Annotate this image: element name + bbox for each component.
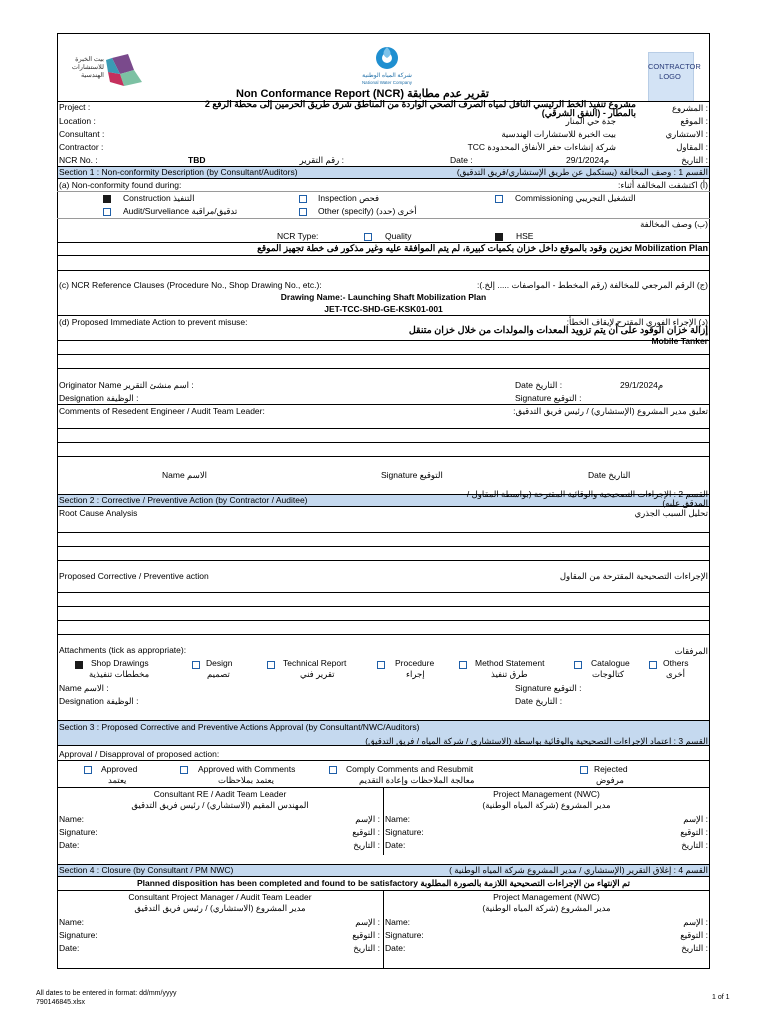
project-label: Project :	[59, 102, 91, 112]
immediate-action-text[interactable]: إزالة خزان الوقود على أن يتم تزويد المعدات والمولدات من خلال خزان متنقل	[408, 325, 708, 336]
s3-left-name-ar: : الإسم	[355, 814, 380, 824]
s4-right-date: Date:	[385, 943, 406, 953]
other-checkbox[interactable]	[299, 208, 307, 216]
originator-signature-label: Signature التوقيع :	[515, 393, 582, 403]
found-during-ar: (أ) اكتشفت المخالفة أثناء:	[618, 180, 708, 190]
technical-report-label: Technical Report	[283, 658, 347, 668]
section2-title-ar: القسم 2 : الإجراءات التصحيحية والوقائية المقترحة (بواسطة المقاول / المدقق عليه)	[466, 489, 708, 509]
s3-right-name: Name:	[385, 814, 411, 824]
contractor-label: Contractor :	[59, 142, 104, 152]
s2-date-label: Date التاريخ :	[515, 696, 563, 706]
s3-right-title: Project Management (NWC)	[493, 789, 600, 799]
nwc-logo-sub: National Water Company	[361, 80, 413, 85]
immediate-action-text2[interactable]: Mobile Tanker	[651, 336, 708, 346]
s4-right-name-ar: : الإسم	[683, 917, 708, 927]
commissioning-label: Commissioning التشغيل التجريبي	[515, 193, 636, 203]
s4-left-signature: Signature:	[59, 930, 98, 940]
approved-comments-label-ar: يعتمد بملاحظات	[218, 775, 274, 785]
s2-designation-label: Designation الوظيفة :	[59, 696, 139, 706]
s4-right-title-ar: مدير المشروع (شركة المياه الوطنية)	[482, 903, 611, 913]
ncr-no-value[interactable]: TBD	[188, 155, 206, 165]
section3-title-ar: القسم 3 : اعتماد الإجراءات التصحيحية والوقائية بواسطة (الاستشاري / شركة المياه / فريق التدقيق)	[365, 736, 708, 746]
re-comments-ar: تعليق مدير المشروع (الإستشاري) / رئيس فريق التدقيق:	[513, 406, 708, 416]
closure-statement: Planned disposition has been completed and found to be satisfactory تم الإنتهاء من الإجراءات التصحيحية اللازمة بالصورة المطلوبة	[136, 878, 631, 888]
s3-left-signature-ar: : التوقيع	[352, 827, 380, 837]
section3-title-en: Section 3 : Proposed Corrective and Preventive Actions Approval (by Consultant/NWC/Auditors)	[59, 722, 420, 732]
page-title: Non Conformance Report (NCR) تقرير عدم مطابقة	[236, 88, 489, 100]
immediate-action-ar: (د) الإجراء الفوري المقترح لإيقاف الخطأ:	[566, 317, 708, 327]
audit-checkbox[interactable]	[103, 208, 111, 216]
sig-date-label: Date التاريخ	[588, 470, 631, 480]
proposed-action-en: Proposed Corrective / Preventive action	[59, 571, 209, 581]
method-statement-label-ar: طرق تنفيذ	[491, 669, 528, 679]
originator-date-label: Date التاريخ :	[515, 380, 563, 390]
ncr-no-label-ar: : رقم التقرير	[299, 155, 344, 165]
attachments-ar: المرفقات	[674, 646, 708, 656]
sig-signature-label: Signature التوقيع	[381, 470, 443, 480]
method-statement-checkbox[interactable]	[459, 661, 467, 669]
section4-title-en: Section 4 : Closure (by Consultant / PM NWC)	[59, 865, 234, 875]
comply-resubmit-label-ar: معالجة الملاحظات وإعادة التقديم	[359, 775, 475, 785]
shop-drawings-label: Shop Drawings	[91, 658, 149, 668]
audit-label: Audit/Surveliance تدقيق/مراقبة	[123, 206, 238, 216]
approved-label-ar: يعتمد	[108, 775, 127, 785]
quality-label: Quality	[385, 231, 412, 241]
s4-right-signature: Signature:	[385, 930, 424, 940]
contractor-label-ar: : المقاول	[676, 142, 708, 152]
others-label: Others	[663, 658, 689, 668]
s3-left-date: Date:	[59, 840, 80, 850]
date-value[interactable]: 29/1/2024م	[566, 155, 610, 165]
s4-left-name-ar: : الإسم	[355, 917, 380, 927]
s3-left-title-ar: المهندس المقيم (الاستشاري) / رئيس فريق التدقيق	[131, 800, 309, 810]
s3-left-signature: Signature:	[59, 827, 98, 837]
comply-resubmit-checkbox[interactable]	[329, 766, 337, 774]
shop-drawings-label-ar: مخططات تنفيذية	[89, 669, 150, 679]
reference-ar: (ج) الرقم المرجعي للمخالفة (رقم المخطط - المواصفات ..... إلخ.):	[476, 280, 708, 290]
project-value[interactable]: مشروع تنفيذ الخط الرئيسي الناقل لمياه الصرف الصحي الواردة من المناطق شرق طريق الحرمين إلى محطة الرفع 2 بالمطار - (النفق الشرقي)	[204, 99, 636, 119]
comply-resubmit-label: Comply Comments and Resubmit	[346, 764, 474, 774]
s4-left-date-ar: : التاريخ	[353, 943, 380, 953]
design-label: Design	[206, 658, 233, 668]
location-value[interactable]: جدة حي المنار	[565, 116, 616, 126]
shop-drawings-checkbox[interactable]	[75, 661, 83, 669]
technical-report-checkbox[interactable]	[267, 661, 275, 669]
s3-right-name-ar: : الإسم	[683, 814, 708, 824]
s3-right-title-ar: مدير المشروع (شركة المياه الوطنية)	[482, 800, 611, 810]
inspection-checkbox[interactable]	[299, 195, 307, 203]
s4-left-title: Consultant Project Manager / Audit Team Leader	[128, 892, 312, 902]
nc-description[interactable]: Mobilization Plan تخزين وقود بالموقع داخل خزان بكميات كبيرة، لم يتم الموافقة عليه وغير مذكور فى خطة تجهيز الموقع	[257, 243, 708, 253]
s4-right-date-ar: : التاريخ	[681, 943, 708, 953]
s4-left-name: Name:	[59, 917, 85, 927]
attachments-en: Attachments (tick as appropriate):	[59, 645, 187, 655]
originator-designation-label: Designation الوظيفة :	[59, 393, 139, 403]
logo-left-text: بيت الخبرة للاستشارات الهندسية	[71, 56, 104, 79]
construction-label: Construction التنفيذ	[123, 193, 195, 203]
footer-note: All dates to be entered in format: dd/mm/yyyy	[36, 990, 177, 997]
section2-title-en: Section 2 : Corrective / Preventive Action (by Contractor / Auditee)	[59, 495, 308, 505]
found-during-en: (a) Non-conformity found during:	[59, 180, 182, 190]
procedure-label-ar: إجراء	[406, 669, 425, 679]
drawing-no[interactable]: JET-TCC-SHD-GE-KSK01-001	[324, 304, 443, 314]
approved-checkbox[interactable]	[84, 766, 92, 774]
section1-title-ar: القسم 1 : وصف المخالفة (يستكمل عن طريق الإستشاري/فريق التدقيق)	[456, 167, 708, 177]
originator-label: Originator Name اسم منشئ التقرير :	[59, 380, 194, 390]
root-cause-en: Root Cause Analysis	[59, 508, 138, 518]
rejected-label: Rejected	[594, 764, 628, 774]
procedure-checkbox[interactable]	[377, 661, 385, 669]
s3-left-title: Consultant RE / Aadit Team Leader	[153, 789, 287, 799]
approved-label: Approved	[101, 764, 138, 774]
others-checkbox[interactable]	[649, 661, 657, 669]
method-statement-label: Method Statement	[475, 658, 545, 668]
other-label: Other (specify) أخرى (حدد)	[318, 206, 417, 216]
s3-right-signature-ar: : التوقيع	[680, 827, 708, 837]
sig-name-label: Name الاسم	[162, 470, 208, 480]
root-cause-ar: تحليل السبب الجذري	[634, 508, 708, 518]
construction-checkbox[interactable]	[103, 195, 111, 203]
approved-comments-label: Approved with Comments	[198, 764, 296, 774]
design-label-ar: تصميم	[207, 669, 230, 679]
approval-label: Approval / Disapproval of proposed action:	[59, 749, 220, 759]
inspection-label: Inspection فحص	[318, 193, 380, 203]
hse-label: HSE	[516, 231, 534, 241]
s4-left-title-ar: مدير المشروع (الاستشاري) / رئيس فريق التدقيق	[134, 903, 306, 913]
hse-checkbox[interactable]	[495, 233, 503, 241]
contractor-logo-text: CONTRACTOR LOGO	[648, 62, 701, 81]
reference-en: (c) NCR Reference Clauses (Procedure No., Shop Drawing No., etc.):	[59, 280, 322, 290]
s3-left-date-ar: : التاريخ	[353, 840, 380, 850]
proposed-action-ar: الإجراءات التصحيحية المقترحة من المقاول	[559, 571, 708, 581]
s3-left-name: Name:	[59, 814, 85, 824]
rejected-label-ar: مرفوض	[596, 775, 624, 785]
s4-right-signature-ar: : التوقيع	[680, 930, 708, 940]
date-label-ar: : التاريخ	[681, 155, 708, 165]
project-label-ar: : المشروع	[671, 103, 708, 113]
section1-title-en: Section 1 : Non-conformity Description (by Consultant/Auditors)	[59, 167, 298, 177]
ncr-type-label: NCR Type:	[277, 231, 319, 241]
approved-comments-checkbox[interactable]	[180, 766, 188, 774]
s3-right-date-ar: : التاريخ	[681, 840, 708, 850]
location-label-ar: : الموقع	[680, 116, 708, 126]
desc-label-ar: (ب) وصف المخالفة	[640, 219, 708, 229]
s2-signature-label: Signature التوقيع :	[515, 683, 582, 693]
s4-left-date: Date:	[59, 943, 80, 953]
s3-right-date: Date:	[385, 840, 406, 850]
re-comments-en: Comments of Resedent Engineer / Audit Team Leader:	[59, 406, 265, 416]
nwc-logo-text: شركة المياه الوطنية	[362, 73, 412, 79]
quality-checkbox[interactable]	[364, 233, 372, 241]
consultant-value[interactable]: بيت الخبرة للاستشارات الهندسية	[501, 129, 616, 139]
catalogue-label: Catalogue	[591, 658, 630, 668]
commissioning-checkbox[interactable]	[495, 195, 503, 203]
immediate-action-en: (d) Proposed Immediate Action to prevent misuse:	[59, 317, 248, 327]
procedure-label: Procedure	[395, 658, 435, 668]
technical-report-label-ar: تقرير فني	[300, 669, 335, 679]
location-label: Location :	[59, 116, 96, 126]
consultant-label-ar: : الاستشاري	[665, 129, 708, 139]
date-label: Date :	[450, 155, 473, 165]
s3-right-signature: Signature:	[385, 827, 424, 837]
section4-title-ar: القسم 4 : إغلاق التقرير (الإستشاري / مدير المشروع شركة المياه الوطنية )	[449, 865, 708, 875]
others-label-ar: أخرى	[666, 669, 685, 679]
contractor-value[interactable]: شركة إنشاءات حفر الأنفاق المحدودة TCC	[467, 142, 616, 152]
originator-date-value[interactable]: 29/1/2024م	[620, 380, 664, 390]
drawing-name[interactable]: Drawing Name:- Launching Shaft Mobilization Plan	[280, 292, 487, 302]
consultant-label: Consultant :	[59, 129, 105, 139]
catalogue-checkbox[interactable]	[574, 661, 582, 669]
footer-file: 790146845.xlsx	[36, 999, 86, 1006]
rejected-checkbox[interactable]	[580, 766, 588, 774]
ncr-no-label: NCR No. :	[59, 155, 98, 165]
s4-right-title: Project Management (NWC)	[493, 892, 600, 902]
s4-right-name: Name:	[385, 917, 411, 927]
design-checkbox[interactable]	[192, 661, 200, 669]
footer-page: 1 of 1	[712, 994, 730, 1001]
s4-left-signature-ar: : التوقيع	[352, 930, 380, 940]
s2-name-label: Name الاسم :	[59, 683, 109, 693]
catalogue-label-ar: كتالوجات	[592, 669, 625, 679]
